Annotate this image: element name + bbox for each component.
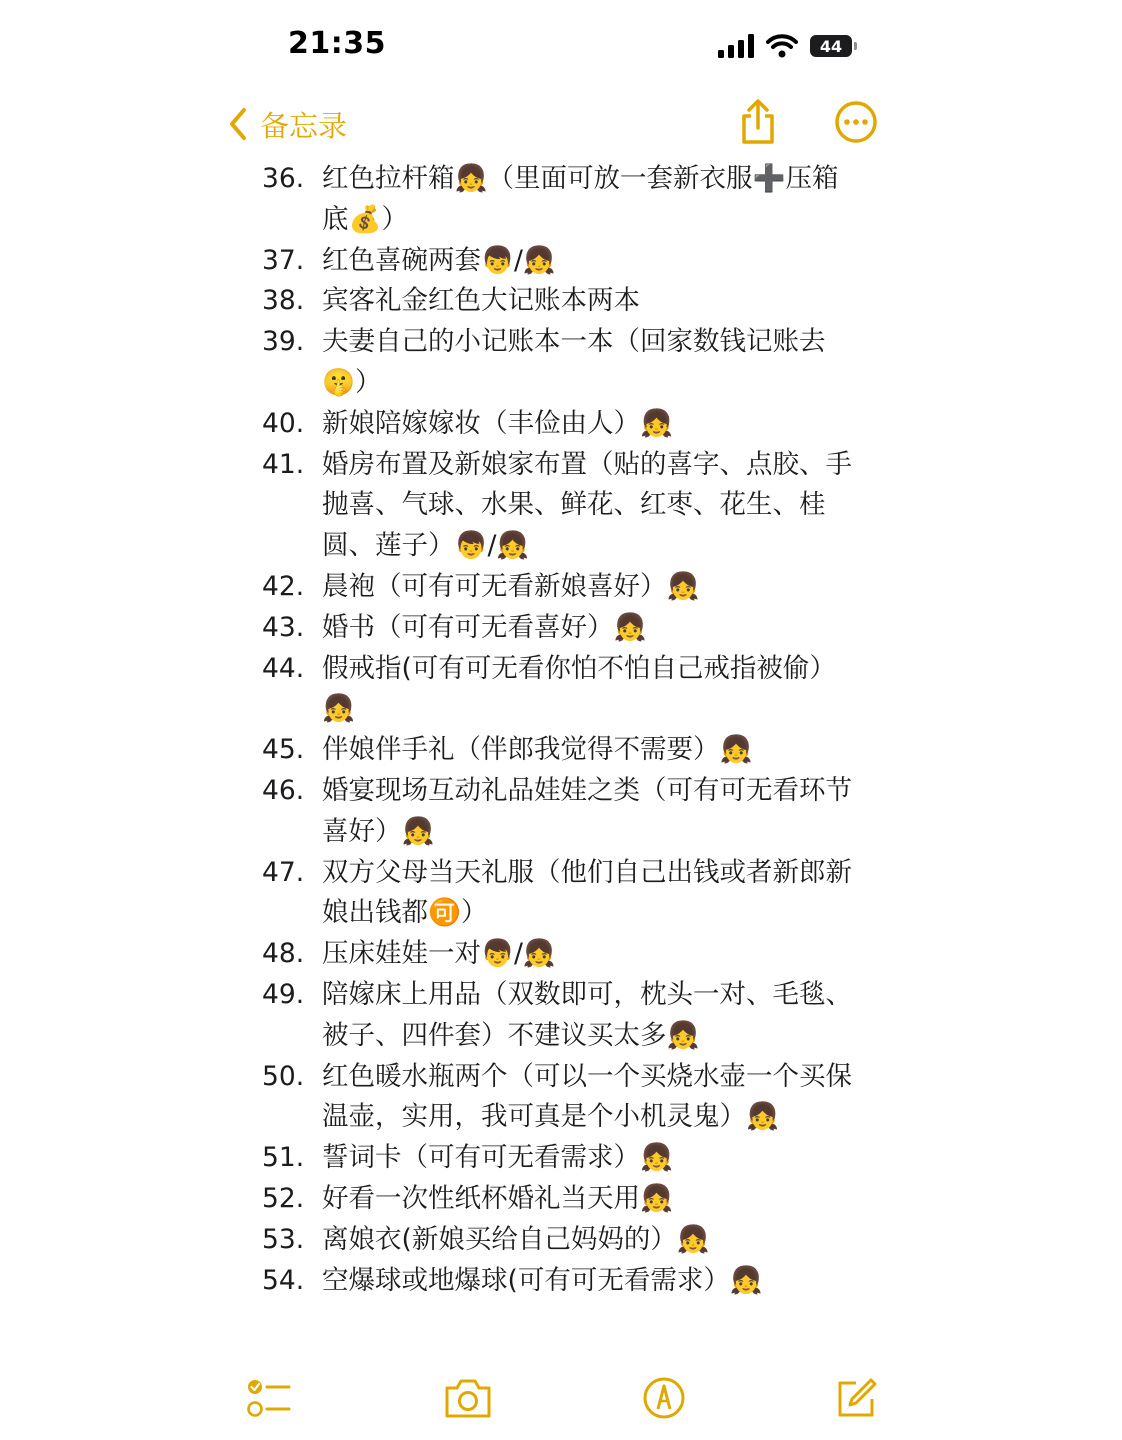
item-number: 40. <box>262 407 305 439</box>
item-text: 双方父母当天礼服（他们自己出钱或者新郎新娘出钱都🉑） <box>322 856 852 929</box>
wifi-icon <box>766 34 798 58</box>
note-item <box>262 853 862 935</box>
item-text: 陪嫁床上用品（双数即可，枕头一对、毛毯、被子、四件套）不建议买太多👧 <box>322 978 852 1051</box>
more-button[interactable] <box>834 100 878 148</box>
note-item <box>262 1179 862 1220</box>
note-item <box>262 241 862 282</box>
item-number: 45. <box>262 734 305 766</box>
note-item <box>262 771 862 853</box>
item-number: 44. <box>262 652 305 684</box>
note-item <box>262 567 862 608</box>
item-number: 41. <box>262 448 305 480</box>
item-number: 36. <box>262 163 305 194</box>
note-item <box>262 1057 862 1139</box>
item-number: 49. <box>262 978 305 1010</box>
item-text: 宾客礼金红色大记账本两本 <box>322 285 640 317</box>
item-number: 47. <box>262 856 305 888</box>
item-text: 红色暖水瓶两个（可以一个买烧水壶一个买保温壶，实用，我可真是个小机灵鬼）👧 <box>322 1060 852 1133</box>
checklist-button[interactable] <box>246 1376 292 1424</box>
share-icon <box>738 98 778 146</box>
item-text: 红色拉杆箱👧（里面可放一套新衣服➕压箱底💰） <box>322 163 839 235</box>
item-text: 婚书（可有可无看喜好）👧 <box>322 611 647 643</box>
item-number: 48. <box>262 938 305 970</box>
item-text: 离娘衣(新娘买给自己妈妈的）👧 <box>322 1223 710 1255</box>
battery-level: 44 <box>819 36 843 56</box>
share-button[interactable] <box>738 98 778 150</box>
bottom-toolbar <box>0 1366 1122 1440</box>
back-label: 备忘录 <box>260 108 348 143</box>
item-number: 50. <box>262 1060 305 1092</box>
item-text: 空爆球或地爆球(可有可无看需求）👧 <box>322 1264 763 1296</box>
item-number: 52. <box>262 1182 305 1214</box>
item-text: 红色喜碗两套👦/👧 <box>322 244 556 276</box>
more-icon <box>834 100 878 144</box>
status-time: 21:35 <box>288 26 386 61</box>
item-text: 婚宴现场互动礼品娃娃之类（可有可无看环节喜好）👧 <box>322 774 852 847</box>
note-item <box>262 730 862 771</box>
status-icons <box>718 30 852 62</box>
note-item <box>262 322 862 404</box>
markup-icon <box>642 1376 686 1420</box>
markup-button[interactable] <box>642 1376 686 1424</box>
checklist-icon <box>246 1376 292 1420</box>
item-text: 压床娃娃一对👦/👧 <box>322 938 556 970</box>
item-number: 37. <box>262 244 305 276</box>
note-item <box>262 608 862 649</box>
camera-button[interactable] <box>443 1376 493 1424</box>
cellular-signal-icon <box>718 34 754 58</box>
note-item <box>262 404 862 445</box>
item-text: 好看一次性纸杯婚礼当天用👧 <box>322 1182 673 1214</box>
item-number: 39. <box>262 326 305 358</box>
note-item <box>262 934 862 975</box>
item-number: 38. <box>262 285 305 317</box>
compose-icon <box>834 1376 878 1420</box>
note-item <box>262 159 862 241</box>
battery-icon <box>810 35 852 57</box>
status-bar <box>0 0 1122 92</box>
item-number: 43. <box>262 611 305 643</box>
compose-button[interactable] <box>834 1376 878 1424</box>
note-item <box>262 445 862 567</box>
item-text: 婚房布置及新娘家布置（贴的喜字、点胶、手抛喜、气球、水果、鲜花、红枣、花生、桂圆、莲子）👦/👧 <box>322 448 852 562</box>
nav-bar <box>0 92 1122 156</box>
item-number: 42. <box>262 570 305 602</box>
note-content[interactable] <box>262 159 862 1301</box>
item-text: 伴娘伴手礼（伴郎我觉得不需要）👧 <box>322 734 753 766</box>
item-text: 新娘陪嫁嫁妆（丰俭由人）👧 <box>322 407 673 439</box>
item-number: 51. <box>262 1142 305 1174</box>
note-item <box>262 1138 862 1179</box>
note-item <box>262 1261 862 1302</box>
item-text: 誓词卡（可有可无看需求）👧 <box>322 1142 673 1174</box>
item-number: 46. <box>262 774 305 806</box>
note-item <box>262 281 862 322</box>
item-text: 晨袍（可有可无看新娘喜好）👧 <box>322 570 700 602</box>
note-item <box>262 649 862 731</box>
item-text: 夫妻自己的小记账本一本（回家数钱记账去🤫） <box>322 326 826 398</box>
back-button[interactable] <box>228 100 347 148</box>
note-item <box>262 975 862 1057</box>
chevron-left-icon <box>228 107 248 141</box>
camera-icon <box>443 1376 493 1420</box>
note-item <box>262 1220 862 1261</box>
item-number: 53. <box>262 1223 305 1255</box>
item-text: 假戒指(可有可无看你怕不怕自己戒指被偷）👧 <box>322 652 836 725</box>
item-number: 54. <box>262 1264 305 1296</box>
